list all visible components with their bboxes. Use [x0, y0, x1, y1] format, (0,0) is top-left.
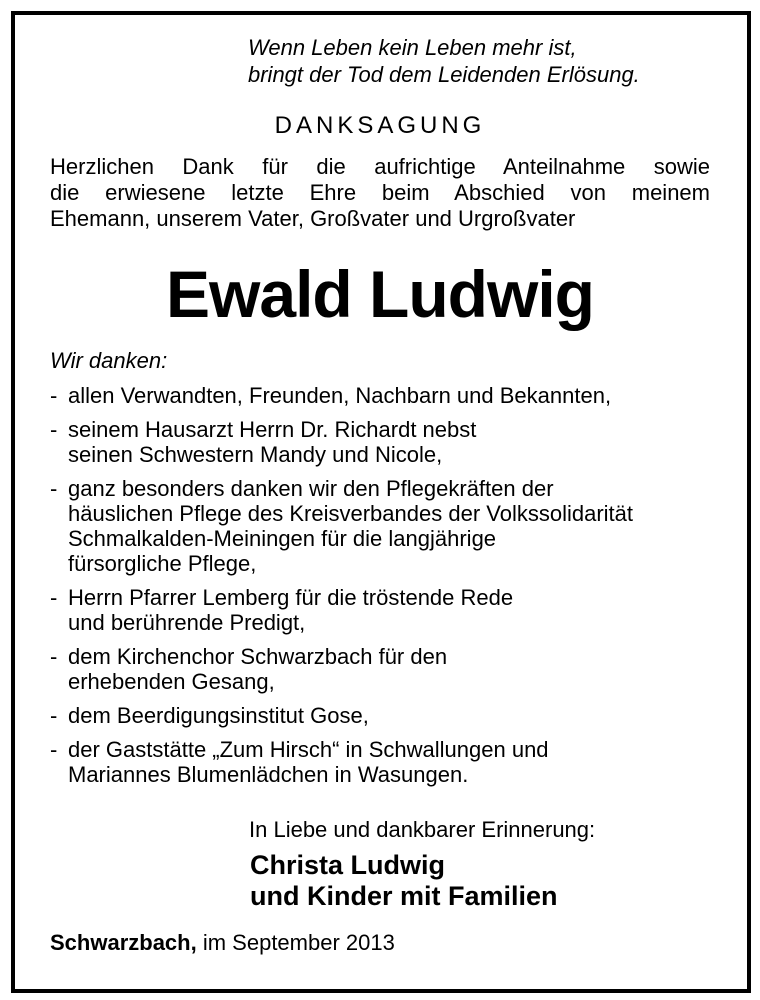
- list-item: [50, 644, 730, 694]
- signer-line: und Kinder mit Familien: [250, 881, 558, 911]
- list-dash: -: [50, 585, 58, 610]
- list-item-line: häuslichen Pflege des Kreisverbandes der Volkssolidarität: [68, 501, 633, 526]
- list-item-line: und berührende Predigt,: [68, 610, 306, 635]
- notice-heading: DANKSAGUNG: [274, 112, 486, 139]
- thanks-list: [50, 383, 730, 796]
- list-dash: -: [50, 737, 58, 762]
- thanks-heading: Wir danken:: [50, 348, 168, 373]
- closing-phrase: In Liebe und dankbarer Erinnerung:: [249, 817, 596, 842]
- intro-line: die erwiesene letzte Ehre beim Abschied von meinem: [50, 180, 710, 205]
- list-dash: -: [50, 703, 58, 728]
- list-item-line: Schmalkalden-Meiningen für die langjährige: [68, 526, 497, 551]
- list-item-line: der Gaststätte „Zum Hirsch“ in Schwallungen und: [68, 737, 549, 762]
- signers: [250, 850, 558, 912]
- list-item-line: dem Beerdigungsinstitut Gose,: [68, 703, 369, 728]
- list-item-line: dem Kirchenchor Schwarzbach für den: [68, 644, 448, 669]
- list-dash: -: [50, 383, 58, 408]
- list-dash: -: [50, 417, 58, 442]
- list-item: [50, 703, 730, 728]
- list-item-line: erhebenden Gesang,: [68, 669, 275, 694]
- list-item-line: Mariannes Blumenlädchen in Wasungen.: [68, 762, 469, 787]
- motto-line: Wenn Leben kein Leben mehr ist,: [248, 35, 577, 60]
- list-item-line: fürsorgliche Pflege,: [68, 551, 257, 576]
- list-dash: -: [50, 476, 58, 501]
- place-and-date: [50, 930, 395, 956]
- motto-line: bringt der Tod dem Leidenden Erlösung.: [248, 62, 640, 87]
- list-item: [50, 417, 730, 467]
- list-item: [50, 476, 730, 576]
- intro-paragraph: [50, 154, 710, 232]
- list-item: [50, 383, 730, 408]
- motto-quote: [248, 34, 640, 88]
- intro-line: Ehemann, unserem Vater, Großvater und Urgroßvater: [50, 206, 576, 231]
- list-dash: -: [50, 644, 58, 669]
- list-item-line: allen Verwandten, Freunden, Nachbarn und Bekannten,: [68, 383, 612, 408]
- deceased-name: Ewald Ludwig: [166, 257, 594, 331]
- list-item-line: Herrn Pfarrer Lemberg für die tröstende Rede: [68, 585, 514, 610]
- place-town: Schwarzbach,: [50, 930, 197, 955]
- list-item-line: seinen Schwestern Mandy und Nicole,: [68, 442, 443, 467]
- place-date: im September 2013: [202, 930, 395, 955]
- list-item: [50, 585, 730, 635]
- intro-line: Herzlichen Dank für die aufrichtige Anteilnahme sowie: [50, 154, 710, 179]
- signer-line: Christa Ludwig: [250, 850, 445, 880]
- list-item: [50, 737, 730, 787]
- list-item-line: seinem Hausarzt Herrn Dr. Richardt nebst: [68, 417, 477, 442]
- list-item-line: ganz besonders danken wir den Pflegekräften der: [68, 476, 554, 501]
